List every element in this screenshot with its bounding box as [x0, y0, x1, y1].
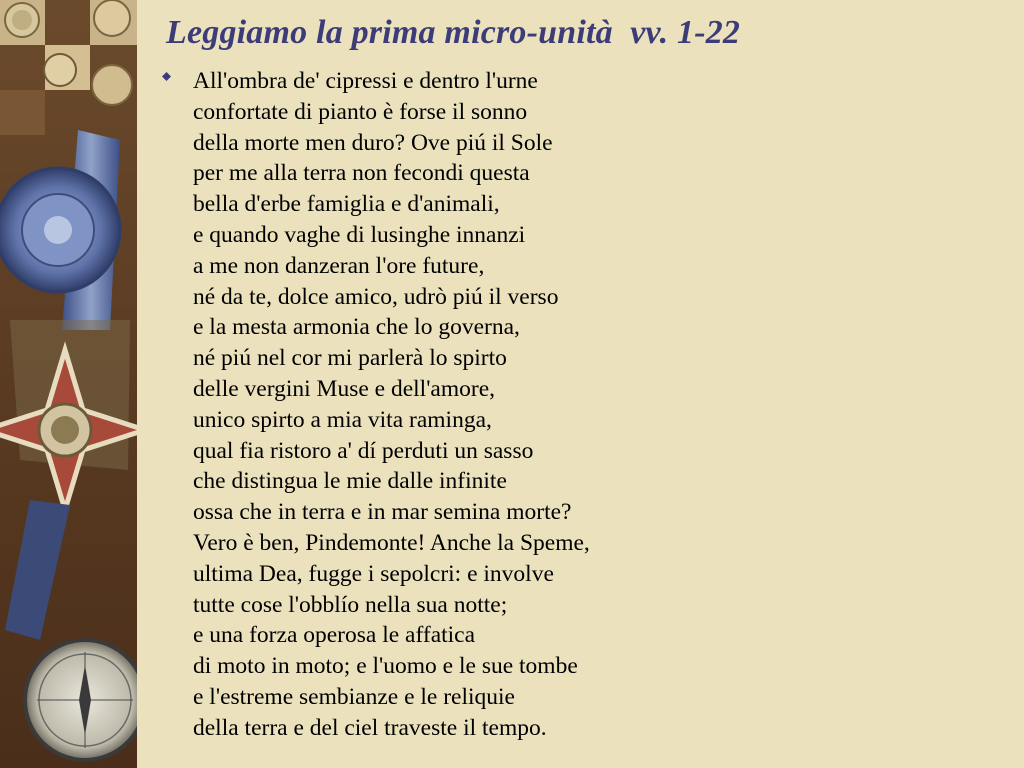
poem-line: che distingua le mie dalle infinite [193, 468, 507, 495]
poem-line: delle vergini Muse e dell'amore, [193, 375, 496, 402]
medals-compass-illustration [0, 0, 137, 768]
poem-line: ossa che in terra e in mar semina morte? [193, 499, 572, 526]
diamond-bullet-icon [162, 72, 171, 81]
poem-line: Vero è ben, Pindemonte! Anche la Speme, [193, 529, 590, 556]
poem-line: e l'estreme sembianze e le reliquie [193, 683, 515, 710]
poem-line: per me alla terra non fecondi questa [193, 160, 530, 187]
poem-line: a me non danzeran l'ore future, [193, 252, 485, 279]
poem-line: della morte men duro? Ove piú il Sole [193, 129, 553, 156]
decorative-side-image [0, 0, 137, 768]
poem-line: confortate di pianto è forse il sonno [193, 98, 528, 125]
poem-line: qual fia ristoro a' dí perduti un sasso [193, 437, 534, 464]
poem-line: ultima Dea, fugge i sepolcri: e involve [193, 560, 554, 587]
slide-title: Leggiamo la prima micro-unità vv. 1-22 [166, 14, 741, 51]
poem-line: unico spirto a mia vita raminga, [193, 406, 492, 433]
poem-line: e la mesta armonia che lo governa, [193, 314, 520, 341]
poem-line: tutte cose l'obblío nella sua notte; [193, 591, 508, 618]
poem-line: e quando vaghe di lusinghe innanzi [193, 221, 526, 248]
poem-line: bella d'erbe famiglia e d'animali, [193, 191, 500, 218]
poem-line: All'ombra de' cipressi e dentro l'urne [193, 68, 538, 94]
poem-line: né da te, dolce amico, udrò piú il verso [193, 283, 559, 310]
poem-line: né piú nel cor mi parlerà lo spirto [193, 345, 507, 372]
poem-text [193, 66, 590, 744]
poem-line: della terra e del ciel traveste il tempo. [193, 714, 547, 741]
poem-line: di moto in moto; e l'uomo e le sue tombe [193, 653, 578, 680]
poem-line: e una forza operosa le affatica [193, 622, 476, 649]
